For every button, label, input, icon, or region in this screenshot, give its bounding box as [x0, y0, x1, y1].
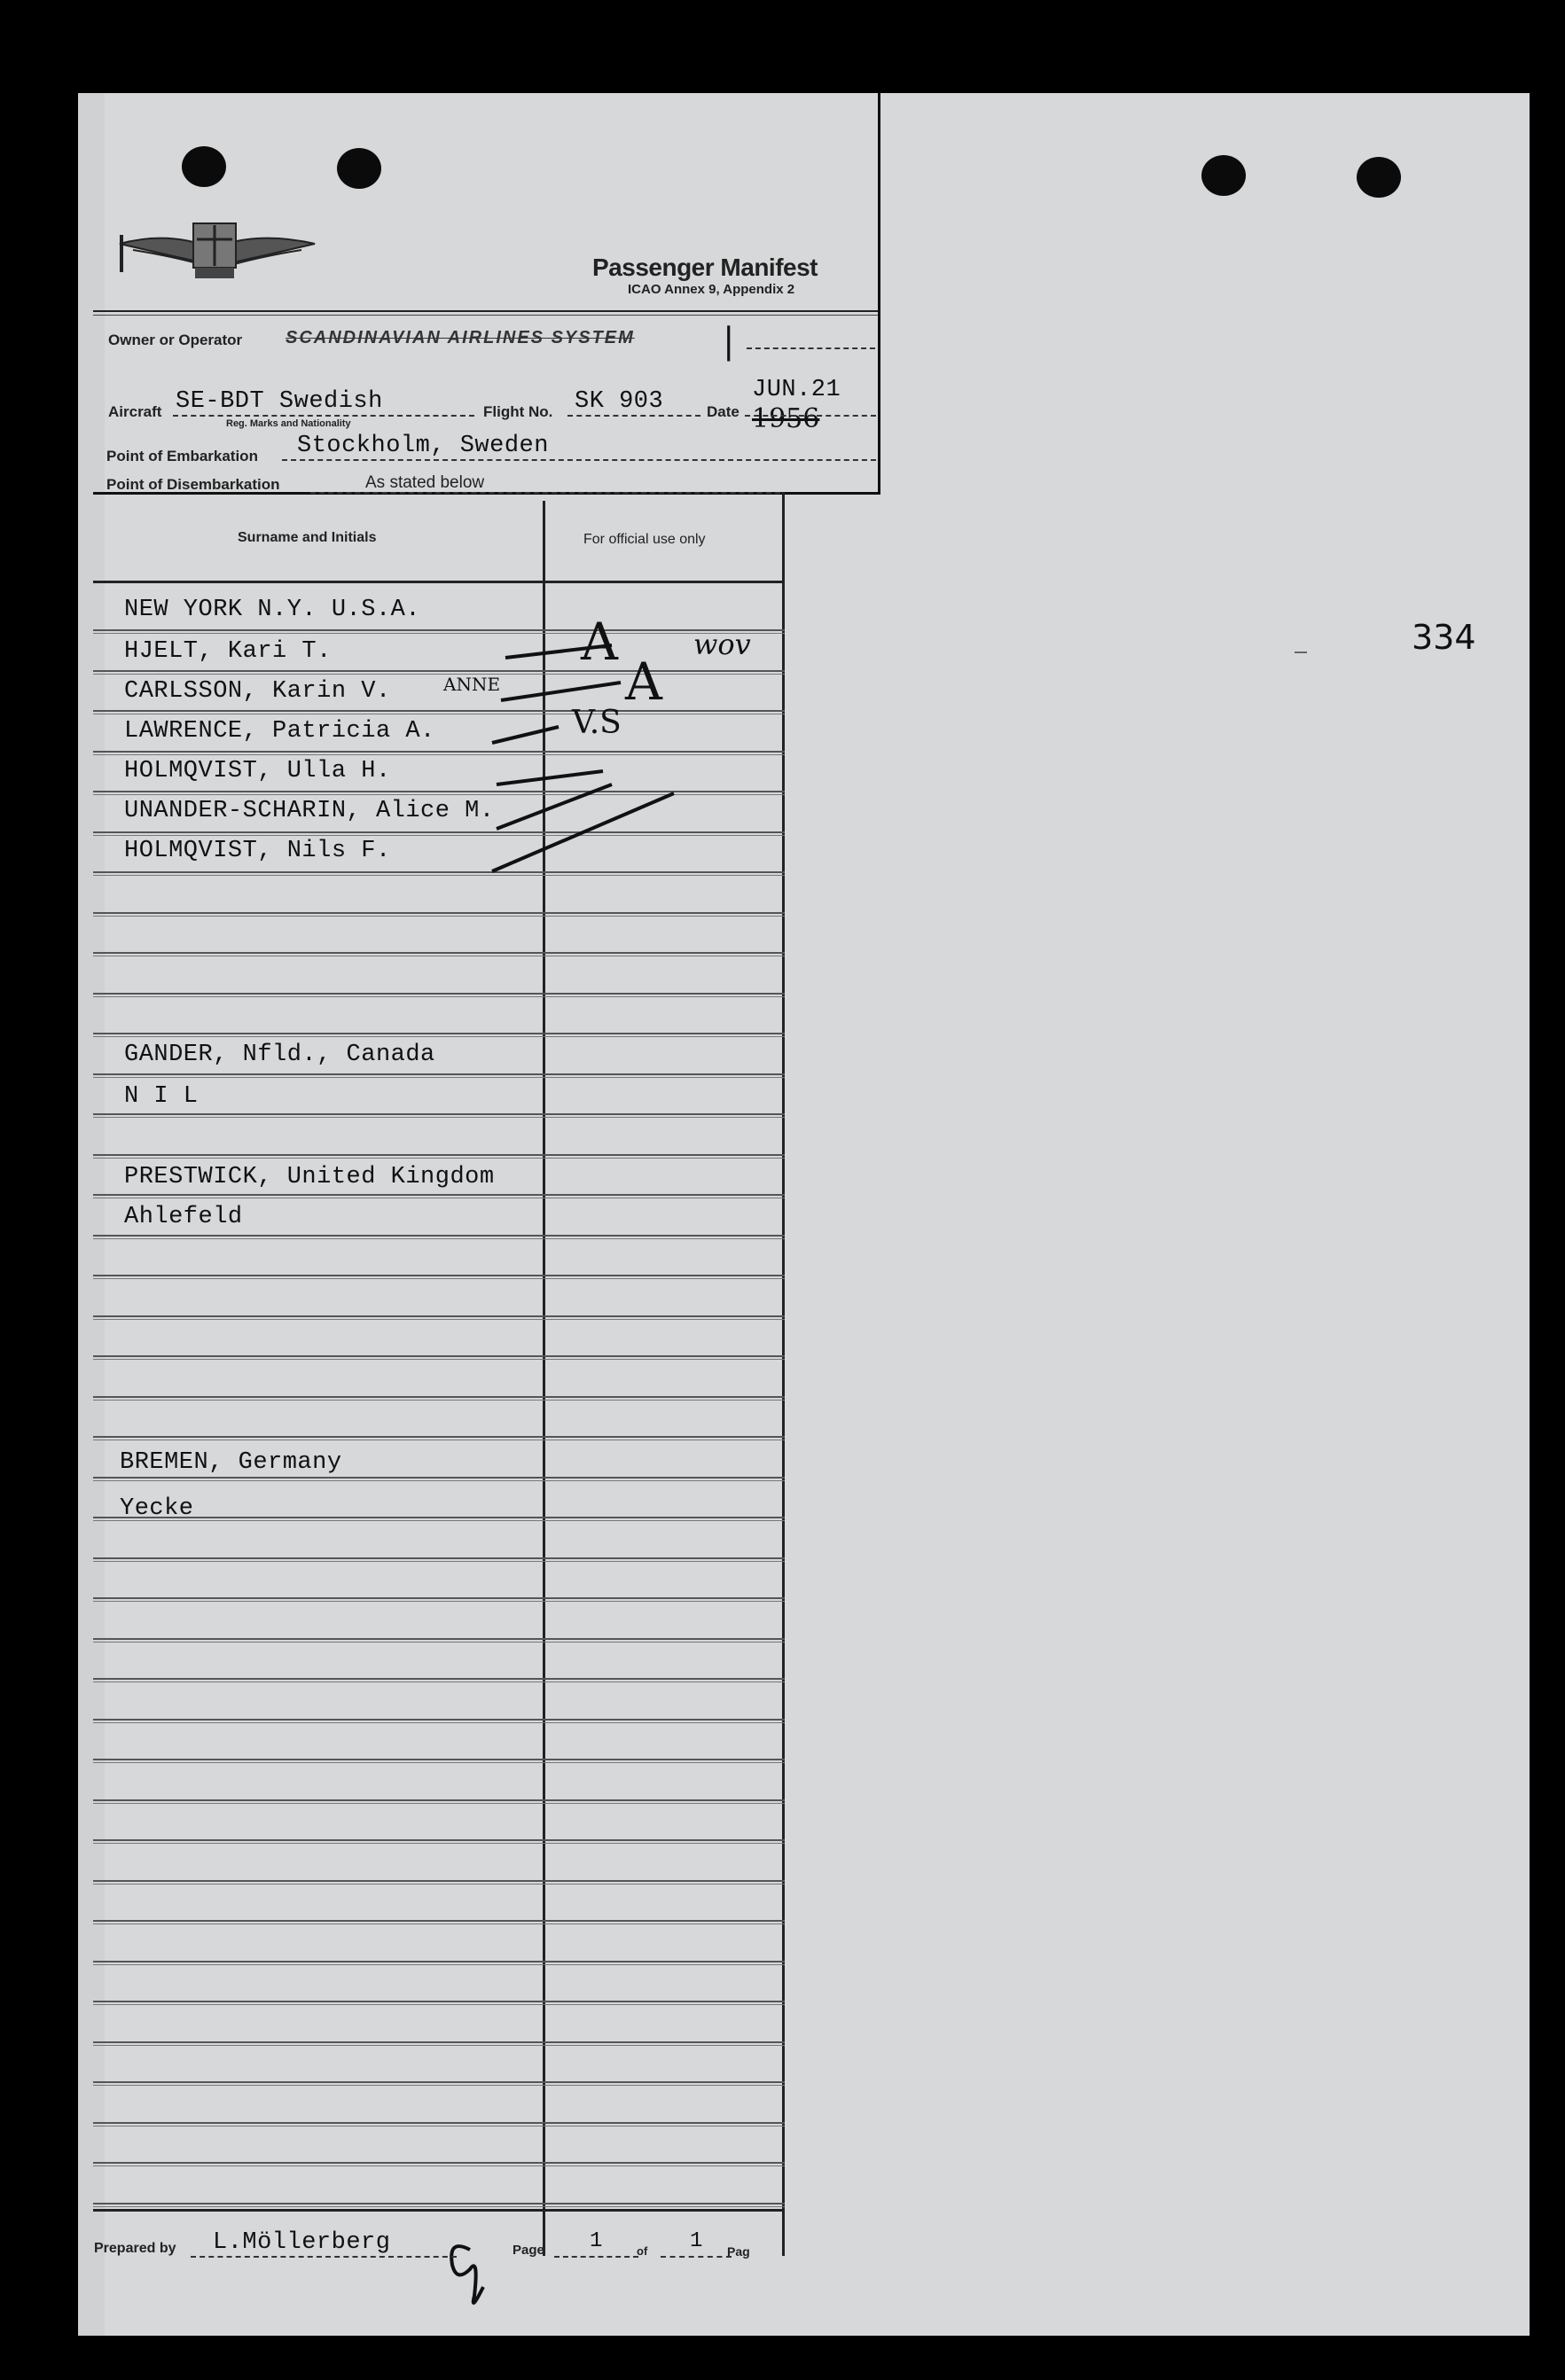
- embarkation-label: Point of Embarkation: [106, 448, 258, 464]
- aircraft-label: Aircraft: [108, 403, 162, 420]
- entry-passenger: HJELT, Kari T.: [124, 638, 332, 665]
- of-label: of: [637, 2244, 648, 2258]
- embarkation-value: Stockholm, Sweden: [297, 433, 549, 459]
- col-surname-header: Surname and Initials: [238, 530, 377, 545]
- form-subtitle: ICAO Annex 9, Appendix 2: [628, 282, 795, 297]
- entry-passenger: HOLMQVIST, Nils F.: [124, 838, 391, 864]
- disembarkation-value: As stated below: [365, 473, 485, 492]
- handwritten-vs: V.S: [572, 705, 622, 741]
- entry-passenger: N I L: [124, 1083, 199, 1110]
- of-value: 1: [690, 2229, 703, 2253]
- entry-passenger: UNANDER-SCHARIN, Alice M.: [124, 798, 495, 824]
- handwritten-a: A: [581, 612, 618, 672]
- flight-value: SK 903: [575, 388, 664, 415]
- prepared-by-value: L.Möllerberg: [213, 2229, 391, 2256]
- entry-destination: GANDER, Nfld., Canada: [124, 1042, 435, 1068]
- owner-value: SCANDINAVIAN AIRLINES SYSTEM: [286, 328, 635, 347]
- disembarkation-label: Point of Disembarkation: [106, 476, 280, 493]
- handwritten-wov: wov: [693, 628, 751, 661]
- of-dotline: [661, 2256, 732, 2258]
- flight-label: Flight No.: [483, 403, 553, 420]
- page-number: 334: [1412, 618, 1476, 657]
- owner-label: Owner or Operator: [108, 332, 243, 348]
- col-official-header: For official use only: [583, 532, 706, 547]
- page-dotline: [554, 2256, 638, 2258]
- page-label: Page: [513, 2243, 544, 2258]
- pag-label: Pag: [727, 2244, 750, 2259]
- page-value: 1: [590, 2229, 603, 2253]
- reg-marks-label: Reg. Marks and Nationality: [226, 418, 351, 429]
- date-value: JUN.21: [752, 377, 841, 403]
- handwritten-a: A: [625, 652, 662, 712]
- entry-passenger: LAWRENCE, Patricia A.: [124, 718, 435, 745]
- entry-passenger: CARLSSON, Karin V.: [124, 678, 391, 705]
- aircraft-value: SE-BDT Swedish: [176, 388, 383, 415]
- handwritten-mark: |: [723, 321, 735, 362]
- date-label: Date: [707, 403, 739, 420]
- entry-destination: NEW YORK N.Y. U.S.A.: [124, 597, 421, 623]
- handwritten-anne: ANNE: [443, 674, 501, 695]
- entry-passenger: Yecke: [120, 1495, 194, 1522]
- prepared-dotline: [191, 2256, 457, 2258]
- prepared-by-label: Prepared by: [94, 2241, 176, 2256]
- entry-passenger: HOLMQVIST, Ulla H.: [124, 758, 391, 784]
- entry-destination: PRESTWICK, United Kingdom: [124, 1164, 495, 1190]
- form-title: Passenger Manifest: [592, 254, 818, 281]
- entry-passenger: Ahlefeld: [124, 1204, 243, 1230]
- entry-destination: BREMEN, Germany: [120, 1449, 342, 1476]
- date-year-value: 1956: [752, 403, 820, 434]
